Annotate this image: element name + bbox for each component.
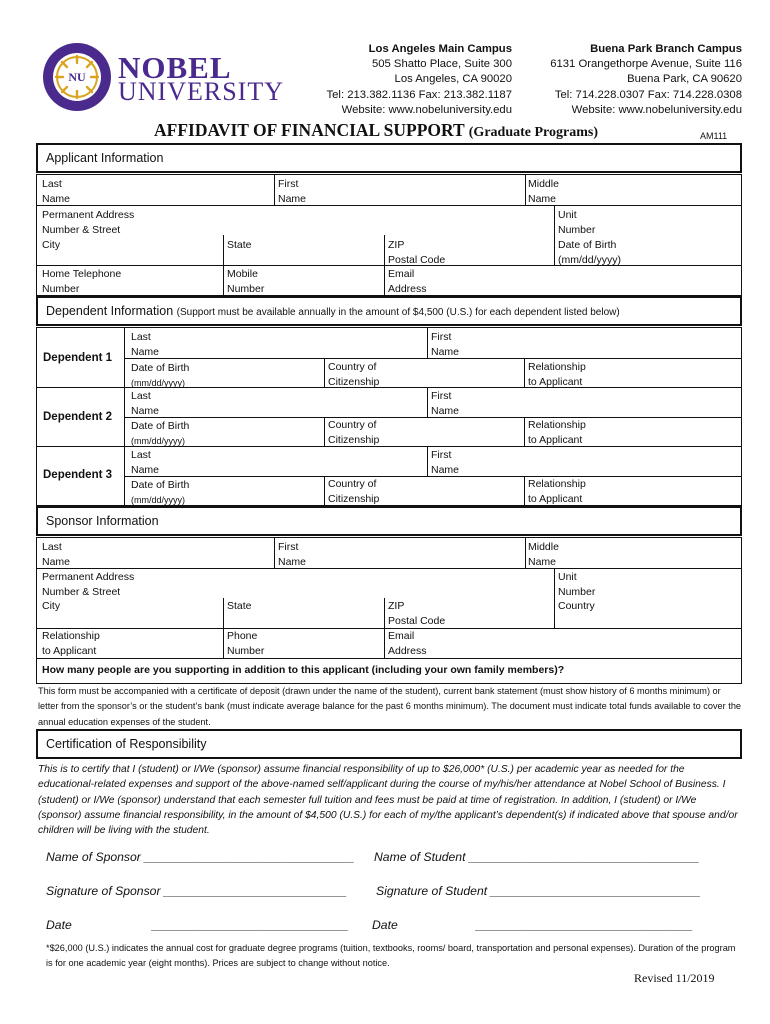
applicant-mobile-field[interactable]: Mobile Number: [227, 268, 265, 295]
applicant-middle-name-field[interactable]: Middle Name: [528, 178, 559, 205]
sponsor-phone-field[interactable]: Phone Number: [227, 630, 265, 657]
sponsor-section-header: [36, 506, 742, 536]
applicant-form-grid: [36, 174, 742, 296]
sponsor-email-field[interactable]: Email Address: [388, 630, 427, 657]
sponsor-last-name-field[interactable]: Last Name: [42, 541, 71, 568]
dependent-3-first-name-field[interactable]: First Name: [431, 449, 460, 476]
dependent-1-dob-field[interactable]: Date of Birth (mm/dd/yyyy): [131, 362, 190, 388]
sponsor-address-field[interactable]: Permanent Address Number & Street: [42, 571, 135, 598]
sponsor-unit-country-field[interactable]: Unit Number Country: [558, 571, 596, 613]
svg-text:NU: NU: [68, 70, 86, 84]
dependent-3-label: Dependent 3: [43, 469, 113, 481]
dependent-3-country-field[interactable]: Country of Citizenship: [328, 478, 380, 505]
campus-la-address: [300, 42, 512, 118]
campus-bp-line3: Tel: 714.228.0307 Fax: 714.228.0308: [554, 88, 742, 101]
signature-of-student-line[interactable]: Signature of Student _______________________________: [376, 884, 701, 898]
dependent-1-country-field[interactable]: Country of Citizenship: [328, 361, 380, 388]
applicant-city-field[interactable]: City: [42, 239, 61, 251]
campus-bp-line1: 6131 Orangethorpe Avenue, Suite 116: [550, 58, 742, 71]
sponsor-relationship-field[interactable]: Relationship to Applicant: [42, 630, 100, 657]
university-seal-logo: [42, 42, 112, 112]
sponsor-form-grid: [36, 537, 742, 684]
sponsor-zip-field[interactable]: ZIP Postal Code: [388, 600, 446, 627]
dependent-2-relationship-field[interactable]: Relationship to Applicant: [528, 419, 586, 446]
dependent-section-header: [36, 296, 742, 326]
form-code: AM111: [700, 131, 728, 141]
campus-la-line2: Los Angeles, CA 90020: [394, 73, 512, 86]
cost-footnote: *$26,000 (U.S.) indicates the annual cost for graduate degree programs (tuition, textbooks, rooms/ board, transportation and personal expenses). Duration of the program is for one academic year (eight months). Prices are subject to change without notice.: [46, 943, 736, 969]
applicant-header-label: Applicant Information: [46, 151, 164, 165]
document-title: [154, 120, 598, 141]
dependent-header-note: (Support must be available annually in the amount of $4,500 (U.S.) for each dependent listed below): [176, 307, 620, 318]
dependent-2-last-name-field[interactable]: Last Name: [131, 390, 160, 417]
university-wordmark: [118, 50, 284, 106]
signature-of-sponsor-line[interactable]: Signature of Sponsor ___________________________: [46, 884, 347, 898]
document-title-main: AFFIDAVIT OF FINANCIAL SUPPORT: [154, 120, 465, 140]
student-date-line[interactable]: ________________________________: [476, 918, 693, 932]
name-of-sponsor-line[interactable]: Name of Sponsor _______________________________: [46, 850, 355, 864]
wordmark-line-2: UNIVERSITY: [118, 77, 284, 106]
campus-la-line1: 505 Shatto Place, Suite 300: [371, 58, 512, 71]
applicant-home-telephone-field[interactable]: Home Telephone Number: [42, 268, 122, 295]
applicant-email-field[interactable]: Email Address: [388, 268, 427, 295]
sponsor-header-label: Sponsor Information: [46, 514, 159, 528]
applicant-state-field[interactable]: State: [227, 239, 252, 251]
dependent-1-first-name-field[interactable]: First Name: [431, 331, 460, 358]
campus-bp-address: [520, 42, 742, 118]
dependents-count-question[interactable]: How many people are you supporting in addition to this applicant (including your own family members)?: [42, 664, 565, 676]
dependent-2-first-name-field[interactable]: First Name: [431, 390, 460, 417]
dependent-header-label: Dependent Information: [46, 304, 174, 318]
campus-bp-line2: Buena Park, CA 90620: [627, 73, 742, 86]
campus-la-line3: Tel: 213.382.1136 Fax: 213.382.1187: [326, 88, 512, 101]
document-title-sub: (Graduate Programs): [468, 125, 598, 140]
student-date-label: Date: [372, 918, 398, 932]
sponsor-city-field[interactable]: City: [42, 600, 61, 612]
dependent-1-relationship-field[interactable]: Relationship to Applicant: [528, 361, 586, 388]
certification-header-label: Certification of Responsibility: [46, 737, 207, 751]
applicant-unit-field[interactable]: Unit Number: [558, 209, 596, 236]
requirement-note: This form must be accompanied with a certificate of deposit (drawn under the name of the student), current bank statement (must show history of 6 months minimum) or letter from the sponsor’s or the student’s bank (must indicate average balance for the past 6 months minimum). The document must indicate total funds available to cover the annual education expenses of the student.: [38, 686, 742, 727]
sponsor-middle-name-field[interactable]: Middle Name: [528, 541, 559, 568]
campus-la-line4: Website: www.nobeluniversity.edu: [341, 103, 512, 116]
applicant-dob-field[interactable]: Date of Birth (mm/dd/yyyy): [558, 239, 621, 266]
dependent-2-country-field[interactable]: Country of Citizenship: [328, 419, 380, 446]
campus-bp-line4: Website: www.nobeluniversity.edu: [571, 103, 742, 116]
campus-la-name: Los Angeles Main Campus: [368, 43, 512, 55]
campus-bp-name: Buena Park Branch Campus: [590, 43, 742, 55]
certification-text: This is to certify that I (student) or I/We (sponsor) assume financial responsibility of up to $26,000* (U.S.) per academic year as needed for the educational-related expenses and support of the above-named self/applicant during the course of my/his/her attendance at Nobel School of Business. I (student) or I/We (sponsor) understand that each semester full tuition and fees must be paid at time of registration. In addition, I (student) or I/We (sponsor) assume financial responsibility, in the amount of $4,500 (U.S.) for each of my/the applicant’s dependent(s) if indicated above that spouse and/or children will be living with the student.: [38, 764, 738, 837]
dependent-form-grid: [36, 327, 742, 506]
applicant-first-name-field[interactable]: First Name: [278, 178, 307, 205]
dependent-1-label: Dependent 1: [43, 352, 113, 364]
dependent-3-last-name-field[interactable]: Last Name: [131, 449, 160, 476]
applicant-address-field[interactable]: Permanent Address Number & Street: [42, 209, 135, 236]
dependent-2-dob-field[interactable]: Date of Birth (mm/dd/yyyy): [131, 420, 190, 446]
sponsor-state-field[interactable]: State: [227, 600, 252, 612]
certification-section-header: [36, 729, 742, 759]
dependent-1-last-name-field[interactable]: Last Name: [131, 331, 160, 358]
dependent-3-relationship-field[interactable]: Relationship to Applicant: [528, 478, 586, 505]
applicant-section-header: [36, 143, 742, 173]
wordmark-line-1: NOBEL: [118, 50, 232, 85]
applicant-last-name-field[interactable]: Last Name: [42, 178, 71, 205]
dependent-2-label: Dependent 2: [43, 411, 113, 423]
dependent-3-dob-field[interactable]: Date of Birth (mm/dd/yyyy): [131, 479, 190, 505]
name-of-student-line[interactable]: Name of Student __________________________________: [374, 850, 700, 864]
applicant-zip-field[interactable]: ZIP Postal Code: [388, 239, 446, 266]
sponsor-date-line[interactable]: _____________________________: [152, 918, 349, 932]
sponsor-date-label: Date: [46, 918, 72, 932]
revision-date: Revised 11/2019: [634, 971, 715, 985]
sponsor-first-name-field[interactable]: First Name: [278, 541, 307, 568]
